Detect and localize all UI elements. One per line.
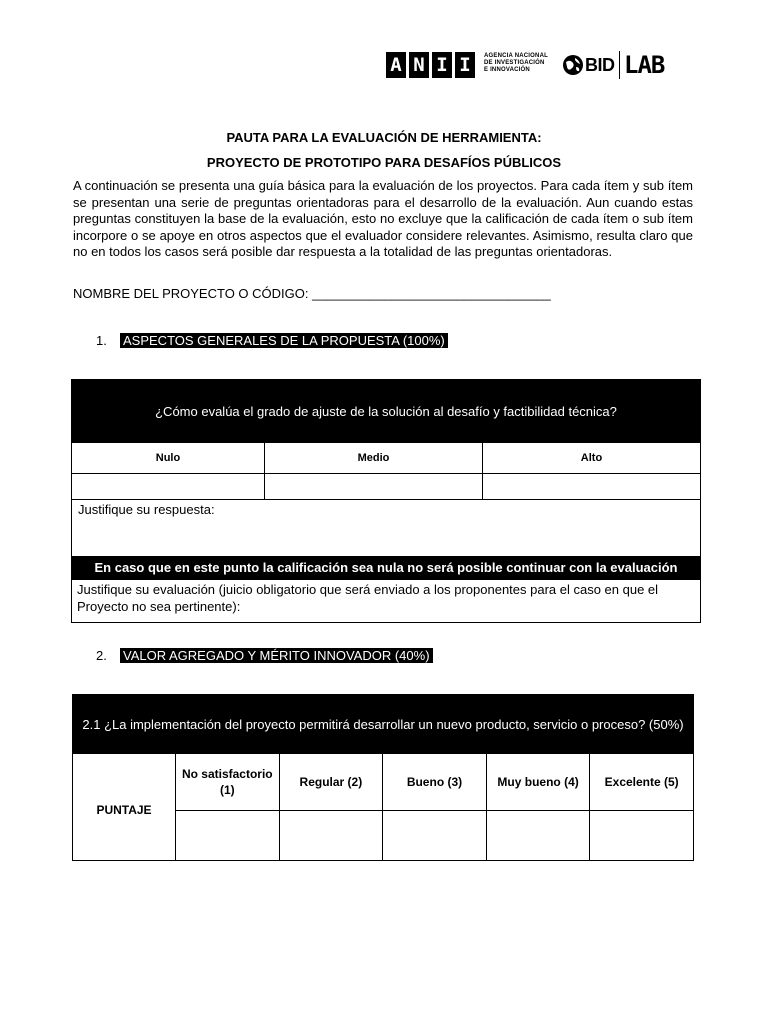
logo-divider — [619, 51, 621, 79]
rating-labels-row — [72, 442, 700, 473]
score-label-5: Excelente (5) — [604, 775, 679, 789]
score-cell-1[interactable] — [176, 811, 280, 860]
score-label-2: Regular (2) — [280, 754, 384, 810]
document-title: PAUTA PARA LA EVALUACIÓN DE HERRAMIENTA: — [226, 130, 542, 145]
score-grid — [176, 754, 693, 860]
mandatory-justify-field[interactable] — [72, 580, 700, 622]
section-title: VALOR AGREGADO Y MÉRITO INNOVADOR (40%) — [120, 648, 433, 663]
rating-cell-alto[interactable] — [483, 474, 700, 499]
score-cell-2[interactable] — [280, 811, 384, 860]
score-cell-5[interactable] — [590, 811, 693, 860]
section-number: 2. — [96, 648, 107, 663]
anii-letter: N — [409, 52, 429, 78]
lab-wordmark: LAB — [624, 51, 665, 79]
intro-paragraph: A continuación se presenta una guía básica para la evaluación de los proyectos. Para cada ítem y sub ítem se presentan una serie de preguntas orientadoras para el desarrollo de la evaluación. Aun cuando estas preguntas constituyen la base de la evaluación, esto no excluye que la calificación de cada ítem o sub ítem incorpore o se apoye en otros aspectos que el evaluador considere relevantes. Asimismo, resulta claro que no en todos los casos será posible dar respuesta a la totalidad de las preguntas orientadoras. — [73, 178, 693, 260]
score-cell-4[interactable] — [487, 811, 591, 860]
anii-tagline — [484, 53, 564, 74]
globe-icon — [562, 54, 584, 76]
score-label: PUNTAJE — [73, 754, 176, 860]
score-labels-row — [176, 754, 693, 811]
question-header: ¿Cómo evalúa el grado de ajuste de la solución al desafío y factibilidad técnica? — [72, 380, 700, 442]
score-cell-3[interactable] — [383, 811, 487, 860]
section-2-heading — [96, 648, 433, 663]
anii-letter: I — [455, 52, 475, 78]
rating-label-alto: Alto — [580, 452, 603, 464]
anii-tagline-line: DE INVESTIGACIÓN — [484, 60, 545, 66]
bid-wordmark: BID — [585, 54, 615, 75]
section-1-table — [71, 379, 701, 623]
anii-logo — [386, 52, 475, 78]
question-header: 2.1 ¿La implementación del proyecto permitirá desarrollar un nuevo producto, servicio o proceso? (50%) — [73, 695, 693, 753]
score-input-row — [176, 811, 693, 860]
score-body — [73, 753, 693, 860]
document-subtitle: PROYECTO DE PROTOTIPO PARA DESAFÍOS PÚBLICOS — [206, 155, 562, 170]
score-label-1: No satisfactorio (1) — [176, 754, 280, 810]
anii-tagline-line: AGENCIA NACIONAL — [484, 53, 548, 59]
rating-cell-nulo[interactable] — [72, 474, 265, 499]
justify-label: Justifique su respuesta: — [78, 502, 215, 517]
warning-banner: En caso que en este punto la calificación sea nula no será posible continuar con la evaluación — [72, 556, 700, 580]
justify-field[interactable] — [72, 499, 700, 556]
section-title: ASPECTOS GENERALES DE LA PROPUESTA (100%) — [120, 333, 448, 348]
mandatory-justify-label: Justifique su evaluación (juicio obligatorio que será enviado a los proponentes para el caso en que el Proyecto no sea pertinente): — [77, 582, 659, 614]
section-1-heading — [96, 333, 448, 348]
rating-label-nulo: Nulo — [72, 443, 265, 473]
rating-label-medio: Medio — [265, 443, 483, 473]
bid-lab-logo — [562, 51, 664, 79]
section-2-table — [72, 694, 694, 861]
section-number: 1. — [96, 333, 107, 348]
score-label-3: Bueno (3) — [383, 754, 487, 810]
rating-input-row — [72, 473, 700, 499]
rating-cell-medio[interactable] — [265, 474, 483, 499]
anii-letter: I — [432, 52, 452, 78]
anii-letter: A — [386, 52, 406, 78]
project-name-field: NOMBRE DEL PROYECTO O CÓDIGO: _________________________________ — [73, 286, 551, 301]
anii-tagline-line: E INNOVACIÓN — [484, 67, 530, 73]
score-label-4: Muy bueno (4) — [487, 754, 591, 810]
